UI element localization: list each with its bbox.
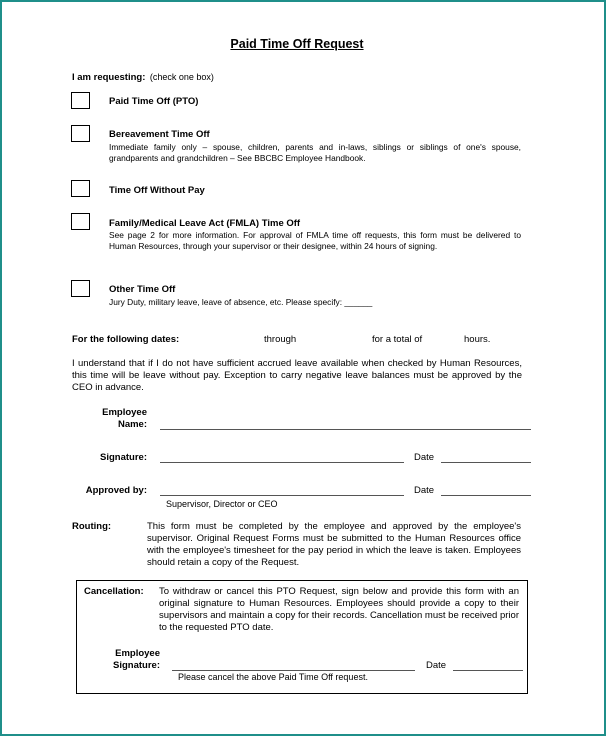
option-bereavement-desc: Immediate family only – spouse, children, parents and in-laws, siblings or siblings of one's spouse, grandparents and grandchildren – See BBCBC Employee Handbook. [109, 142, 521, 163]
approved-caption: Supervisor, Director or CEO [166, 499, 278, 509]
cancellation-date-label: Date [426, 660, 447, 671]
cancellation-label: Cancellation: [84, 586, 144, 597]
checkbox-pto[interactable] [71, 92, 90, 109]
routing-text: This form must be completed by the employee and approved by the employee's supervisor. Original Request Forms must be submitted to the Human Resources office with the employee's timesheet for the pay period in which the leave is taken. Employees should retain a copy of the Request. [147, 521, 521, 568]
routing-label: Routing: [72, 521, 112, 532]
employee-name-label-line1: Employee [102, 407, 147, 418]
signature-field[interactable] [160, 462, 404, 463]
cancellation-signature-field[interactable] [172, 670, 415, 671]
cancellation-date-field[interactable] [453, 670, 523, 671]
cancellation-signature-label-line2: Signature: [113, 660, 160, 671]
dates-total: for a total of [372, 334, 423, 345]
checkbox-without-pay[interactable] [71, 180, 90, 197]
option-other-label: Other Time Off [109, 284, 176, 295]
employee-name-label [72, 407, 147, 431]
option-other-desc: Jury Duty, military leave, leave of absence, etc. Please specify: ______ [109, 297, 373, 307]
dates-hours: hours. [464, 334, 491, 345]
cancellation-text: To withdraw or cancel this PTO Request, sign below and provide this form with an original signature to Human Resources. Employees should provide a copy to their supervisors and maintain a copy for their records. Cancellation must be received prior to the requested PTO date. [159, 586, 519, 633]
option-bereavement-label: Bereavement Time Off [109, 129, 210, 140]
option-fmla-desc: See page 2 for more information. For approval of FMLA time off requests, this form must be delivered to Human Resources, through your supervisor or their designee, within 24 hours of signing. [109, 230, 521, 251]
signature-label: Signature: [100, 452, 147, 463]
option-pto-label: Paid Time Off (PTO) [109, 96, 199, 107]
cancellation-signature-label [84, 648, 160, 672]
signature-date-label: Date [414, 452, 435, 463]
understand-text: I understand that if I do not have sufficient accrued leave available when checked by Human Resources, this time will be leave without pay. Exception to carry negative leave balances must be approved by the CEO in advance. [72, 358, 522, 393]
dates-label: For the following dates: [72, 334, 180, 345]
requesting-label: I am requesting: [72, 72, 146, 83]
approved-label: Approved by: [85, 485, 147, 496]
employee-name-field[interactable] [160, 429, 531, 430]
requesting-line [72, 67, 214, 85]
checkbox-other[interactable] [71, 280, 90, 297]
employee-name-label-line2: Name: [117, 419, 147, 430]
signature-date-field[interactable] [441, 462, 531, 463]
option-fmla-label: Family/Medical Leave Act (FMLA) Time Off [109, 218, 301, 229]
checkbox-fmla[interactable] [71, 213, 90, 230]
approved-date-label: Date [414, 485, 435, 496]
checkbox-bereavement[interactable] [71, 125, 90, 142]
requesting-hint: (check one box) [149, 72, 214, 82]
option-without-pay-label: Time Off Without Pay [109, 185, 205, 196]
dates-through: through [264, 334, 297, 345]
approved-date-field[interactable] [441, 495, 531, 496]
form-title: Paid Time Off Request [230, 37, 364, 51]
cancellation-caption: Please cancel the above Paid Time Off request. [178, 672, 368, 682]
cancellation-signature-label-line1: Employee [115, 648, 160, 659]
approved-field[interactable] [160, 495, 404, 496]
